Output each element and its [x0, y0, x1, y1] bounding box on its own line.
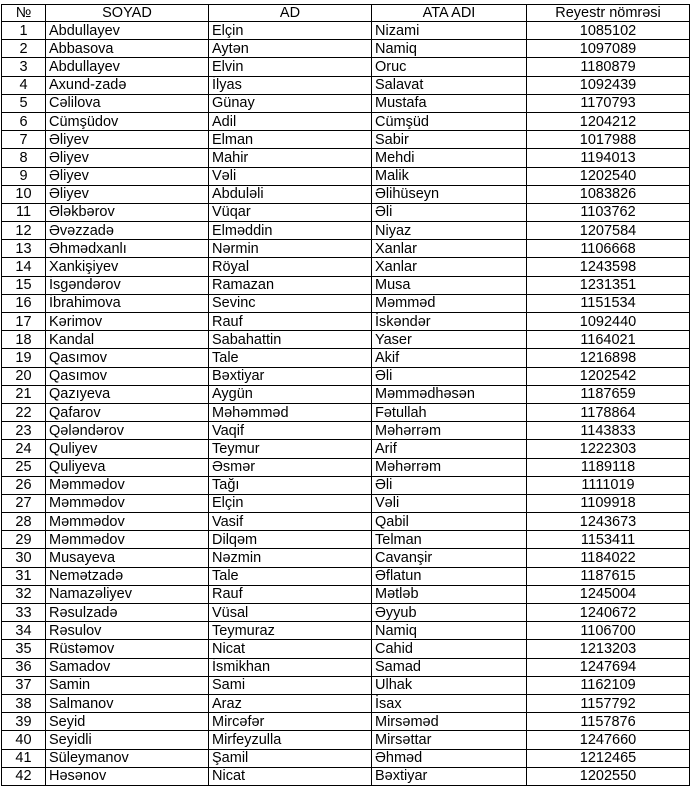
name-cell: Mircəfər: [209, 713, 372, 731]
table-row: [2, 367, 690, 385]
row-number: 14: [2, 258, 46, 276]
name-cell: Nərmin: [209, 240, 372, 258]
registry-number-cell: 1240672: [527, 604, 690, 622]
table-body: [2, 22, 690, 786]
row-number: 10: [2, 185, 46, 203]
registry-number-cell: 1187615: [527, 567, 690, 585]
name-cell: Elman: [209, 131, 372, 149]
father-name-cell: Telman: [372, 531, 527, 549]
surname-cell: Əliyev: [46, 131, 209, 149]
row-number: 22: [2, 403, 46, 421]
surname-cell: Nemətzadə: [46, 567, 209, 585]
row-number: 24: [2, 440, 46, 458]
name-cell: İsmikhan: [209, 658, 372, 676]
surname-cell: İsgəndərov: [46, 276, 209, 294]
registry-table: [1, 4, 690, 786]
name-cell: Elçin: [209, 22, 372, 40]
registry-number-cell: 1243598: [527, 258, 690, 276]
registry-number-cell: 1187659: [527, 385, 690, 403]
header-number: №: [2, 5, 46, 22]
registry-number-cell: 1243673: [527, 513, 690, 531]
row-number: 30: [2, 549, 46, 567]
table-row: [2, 167, 690, 185]
row-number: 13: [2, 240, 46, 258]
name-cell: Əsmər: [209, 458, 372, 476]
table-row: [2, 567, 690, 585]
table-row: [2, 22, 690, 40]
surname-cell: Xankişiyev: [46, 258, 209, 276]
surname-cell: Namazəliyev: [46, 585, 209, 603]
father-name-cell: Əli: [372, 476, 527, 494]
father-name-cell: Məhərrəm: [372, 422, 527, 440]
father-name-cell: Xanlar: [372, 258, 527, 276]
surname-cell: Əvəzzadə: [46, 222, 209, 240]
father-name-cell: Sabir: [372, 131, 527, 149]
registry-number-cell: 1202542: [527, 367, 690, 385]
surname-cell: Axund-zadə: [46, 76, 209, 94]
row-number: 37: [2, 676, 46, 694]
registry-number-cell: 1164021: [527, 331, 690, 349]
header-name: AD: [209, 5, 372, 22]
father-name-cell: Cümşüd: [372, 112, 527, 130]
name-cell: Rauf: [209, 313, 372, 331]
table-row: [2, 276, 690, 294]
surname-cell: Rəsulzadə: [46, 604, 209, 622]
surname-cell: Cümşüdov: [46, 112, 209, 130]
registry-number-cell: 1106700: [527, 622, 690, 640]
father-name-cell: Qabil: [372, 513, 527, 531]
surname-cell: Əliyev: [46, 167, 209, 185]
table-row: [2, 622, 690, 640]
table-row: [2, 58, 690, 76]
father-name-cell: İskəndər: [372, 313, 527, 331]
name-cell: Araz: [209, 694, 372, 712]
registry-number-cell: 1207584: [527, 222, 690, 240]
registry-number-cell: 1143833: [527, 422, 690, 440]
table-row: [2, 94, 690, 112]
row-number: 27: [2, 494, 46, 512]
father-name-cell: İsax: [372, 694, 527, 712]
father-name-cell: Əli: [372, 203, 527, 221]
header-row: [2, 5, 690, 22]
table-row: [2, 676, 690, 694]
surname-cell: Abdullayev: [46, 58, 209, 76]
surname-cell: Qasımov: [46, 367, 209, 385]
surname-cell: Həsənov: [46, 767, 209, 785]
father-name-cell: Xanlar: [372, 240, 527, 258]
father-name-cell: Niyaz: [372, 222, 527, 240]
registry-number-cell: 1213203: [527, 640, 690, 658]
father-name-cell: Əli: [372, 367, 527, 385]
registry-number-cell: 1204212: [527, 112, 690, 130]
row-number: 19: [2, 349, 46, 367]
table-row: [2, 531, 690, 549]
registry-number-cell: 1222303: [527, 440, 690, 458]
surname-cell: Cəlilova: [46, 94, 209, 112]
registry-number-cell: 1092439: [527, 76, 690, 94]
father-name-cell: Yaser: [372, 331, 527, 349]
surname-cell: Qələndərov: [46, 422, 209, 440]
header-father-name: ATA ADI: [372, 5, 527, 22]
table-row: [2, 494, 690, 512]
surname-cell: Ələkbərov: [46, 203, 209, 221]
name-cell: Nicat: [209, 640, 372, 658]
row-number: 4: [2, 76, 46, 94]
surname-cell: Kandal: [46, 331, 209, 349]
table-row: [2, 694, 690, 712]
surname-cell: Abbasova: [46, 40, 209, 58]
surname-cell: Rüstəmov: [46, 640, 209, 658]
table-row: [2, 203, 690, 221]
father-name-cell: Cavanşir: [372, 549, 527, 567]
row-number: 18: [2, 331, 46, 349]
registry-number-cell: 1231351: [527, 276, 690, 294]
row-number: 25: [2, 458, 46, 476]
father-name-cell: Bəxtiyar: [372, 767, 527, 785]
name-cell: Abduləli: [209, 185, 372, 203]
name-cell: Vüsal: [209, 604, 372, 622]
header-registry-number: Reyestr nömrəsi: [527, 5, 690, 22]
father-name-cell: Əyyub: [372, 604, 527, 622]
table-row: [2, 458, 690, 476]
registry-number-cell: 1247660: [527, 731, 690, 749]
surname-cell: Seyidli: [46, 731, 209, 749]
table-row: [2, 767, 690, 785]
surname-cell: Məmmədov: [46, 531, 209, 549]
surname-cell: Abdullayev: [46, 22, 209, 40]
table-row: [2, 331, 690, 349]
father-name-cell: Cahid: [372, 640, 527, 658]
row-number: 23: [2, 422, 46, 440]
row-number: 8: [2, 149, 46, 167]
table-row: [2, 149, 690, 167]
registry-number-cell: 1162109: [527, 676, 690, 694]
surname-cell: Əliyev: [46, 185, 209, 203]
surname-cell: Qafarov: [46, 403, 209, 421]
surname-cell: Salmanov: [46, 694, 209, 712]
name-cell: Elməddin: [209, 222, 372, 240]
table-row: [2, 422, 690, 440]
father-name-cell: Məhərrəm: [372, 458, 527, 476]
row-number: 9: [2, 167, 46, 185]
table-row: [2, 513, 690, 531]
name-cell: Vaqif: [209, 422, 372, 440]
row-number: 1: [2, 22, 46, 40]
table-row: [2, 313, 690, 331]
row-number: 2: [2, 40, 46, 58]
table-row: [2, 731, 690, 749]
name-cell: Günay: [209, 94, 372, 112]
name-cell: Teymur: [209, 440, 372, 458]
row-number: 38: [2, 694, 46, 712]
father-name-cell: Əhməd: [372, 749, 527, 767]
table-row: [2, 76, 690, 94]
surname-cell: Quliyeva: [46, 458, 209, 476]
name-cell: Məhəmməd: [209, 403, 372, 421]
name-cell: Elvin: [209, 58, 372, 76]
registry-number-cell: 1085102: [527, 22, 690, 40]
registry-number-cell: 1157792: [527, 694, 690, 712]
registry-number-cell: 1092440: [527, 313, 690, 331]
registry-number-cell: 1216898: [527, 349, 690, 367]
row-number: 33: [2, 604, 46, 622]
registry-number-cell: 1170793: [527, 94, 690, 112]
name-cell: Bəxtiyar: [209, 367, 372, 385]
row-number: 31: [2, 567, 46, 585]
father-name-cell: Əlihüseyn: [372, 185, 527, 203]
surname-cell: Musayeva: [46, 549, 209, 567]
table-row: [2, 349, 690, 367]
table-row: [2, 585, 690, 603]
table-row: [2, 112, 690, 130]
name-cell: İlyas: [209, 76, 372, 94]
registry-number-cell: 1247694: [527, 658, 690, 676]
father-name-cell: Fətullah: [372, 403, 527, 421]
father-name-cell: Mirsəməd: [372, 713, 527, 731]
name-cell: Rauf: [209, 585, 372, 603]
header-surname: SOYAD: [46, 5, 209, 22]
row-number: 34: [2, 622, 46, 640]
registry-number-cell: 1017988: [527, 131, 690, 149]
table-row: [2, 240, 690, 258]
name-cell: Vüqar: [209, 203, 372, 221]
row-number: 28: [2, 513, 46, 531]
row-number: 16: [2, 294, 46, 312]
father-name-cell: Mirsəttar: [372, 731, 527, 749]
name-cell: Adil: [209, 112, 372, 130]
row-number: 3: [2, 58, 46, 76]
name-cell: Sevinc: [209, 294, 372, 312]
father-name-cell: Salavat: [372, 76, 527, 94]
father-name-cell: Namiq: [372, 40, 527, 58]
table-row: [2, 40, 690, 58]
name-cell: Sabahattin: [209, 331, 372, 349]
row-number: 6: [2, 112, 46, 130]
registry-number-cell: 1097089: [527, 40, 690, 58]
name-cell: Röyal: [209, 258, 372, 276]
name-cell: Nəzmin: [209, 549, 372, 567]
registry-number-cell: 1157876: [527, 713, 690, 731]
surname-cell: Quliyev: [46, 440, 209, 458]
table-row: [2, 222, 690, 240]
row-number: 42: [2, 767, 46, 785]
registry-number-cell: 1202550: [527, 767, 690, 785]
father-name-cell: Arif: [372, 440, 527, 458]
surname-cell: Samadov: [46, 658, 209, 676]
table-row: [2, 258, 690, 276]
surname-cell: Qazıyeva: [46, 385, 209, 403]
row-number: 35: [2, 640, 46, 658]
registry-number-cell: 1111019: [527, 476, 690, 494]
name-cell: Elçin: [209, 494, 372, 512]
row-number: 40: [2, 731, 46, 749]
row-number: 12: [2, 222, 46, 240]
registry-number-cell: 1109918: [527, 494, 690, 512]
registry-number-cell: 1194013: [527, 149, 690, 167]
father-name-cell: Vəli: [372, 494, 527, 512]
registry-number-cell: 1103762: [527, 203, 690, 221]
registry-number-cell: 1106668: [527, 240, 690, 258]
name-cell: Ramazan: [209, 276, 372, 294]
table-row: [2, 476, 690, 494]
surname-cell: Süleymanov: [46, 749, 209, 767]
name-cell: Sami: [209, 676, 372, 694]
row-number: 11: [2, 203, 46, 221]
father-name-cell: Ulhak: [372, 676, 527, 694]
name-cell: Aygün: [209, 385, 372, 403]
name-cell: Tale: [209, 349, 372, 367]
surname-cell: Məmmədov: [46, 513, 209, 531]
registry-number-cell: 1189118: [527, 458, 690, 476]
name-cell: Şamil: [209, 749, 372, 767]
name-cell: Nicat: [209, 767, 372, 785]
table-row: [2, 549, 690, 567]
name-cell: Mirfeyzulla: [209, 731, 372, 749]
father-name-cell: Nizami: [372, 22, 527, 40]
registry-number-cell: 1153411: [527, 531, 690, 549]
row-number: 26: [2, 476, 46, 494]
registry-number-cell: 1151534: [527, 294, 690, 312]
father-name-cell: Musa: [372, 276, 527, 294]
surname-cell: Məmmədov: [46, 476, 209, 494]
table-row: [2, 713, 690, 731]
surname-cell: Əhmədxanlı: [46, 240, 209, 258]
row-number: 15: [2, 276, 46, 294]
name-cell: Mahir: [209, 149, 372, 167]
name-cell: Tağı: [209, 476, 372, 494]
table-row: [2, 604, 690, 622]
table-row: [2, 658, 690, 676]
registry-number-cell: 1202540: [527, 167, 690, 185]
table-row: [2, 640, 690, 658]
name-cell: Tale: [209, 567, 372, 585]
table-row: [2, 403, 690, 421]
row-number: 7: [2, 131, 46, 149]
table-header: [2, 5, 690, 22]
father-name-cell: Məmmədhəsən: [372, 385, 527, 403]
name-cell: Aytən: [209, 40, 372, 58]
surname-cell: İbrahimova: [46, 294, 209, 312]
surname-cell: Qasımov: [46, 349, 209, 367]
father-name-cell: Namiq: [372, 622, 527, 640]
father-name-cell: Mehdi: [372, 149, 527, 167]
table-row: [2, 749, 690, 767]
surname-cell: Əliyev: [46, 149, 209, 167]
table-row: [2, 440, 690, 458]
registry-number-cell: 1178864: [527, 403, 690, 421]
row-number: 39: [2, 713, 46, 731]
registry-number-cell: 1245004: [527, 585, 690, 603]
registry-number-cell: 1083826: [527, 185, 690, 203]
surname-cell: Rəsulov: [46, 622, 209, 640]
registry-number-cell: 1180879: [527, 58, 690, 76]
row-number: 5: [2, 94, 46, 112]
row-number: 41: [2, 749, 46, 767]
father-name-cell: Akif: [372, 349, 527, 367]
father-name-cell: Samad: [372, 658, 527, 676]
surname-cell: Kərimov: [46, 313, 209, 331]
name-cell: Vəli: [209, 167, 372, 185]
father-name-cell: Oruc: [372, 58, 527, 76]
row-number: 36: [2, 658, 46, 676]
registry-number-cell: 1212465: [527, 749, 690, 767]
registry-number-cell: 1184022: [527, 549, 690, 567]
table-row: [2, 131, 690, 149]
name-cell: Dilqəm: [209, 531, 372, 549]
father-name-cell: Mətləb: [372, 585, 527, 603]
table-row: [2, 185, 690, 203]
name-cell: Teymuraz: [209, 622, 372, 640]
name-cell: Vasif: [209, 513, 372, 531]
row-number: 29: [2, 531, 46, 549]
row-number: 17: [2, 313, 46, 331]
father-name-cell: Əflatun: [372, 567, 527, 585]
father-name-cell: Məmməd: [372, 294, 527, 312]
surname-cell: Seyid: [46, 713, 209, 731]
father-name-cell: Malik: [372, 167, 527, 185]
table-row: [2, 385, 690, 403]
surname-cell: Məmmədov: [46, 494, 209, 512]
row-number: 20: [2, 367, 46, 385]
table-row: [2, 294, 690, 312]
row-number: 32: [2, 585, 46, 603]
row-number: 21: [2, 385, 46, 403]
surname-cell: Samin: [46, 676, 209, 694]
father-name-cell: Mustafa: [372, 94, 527, 112]
